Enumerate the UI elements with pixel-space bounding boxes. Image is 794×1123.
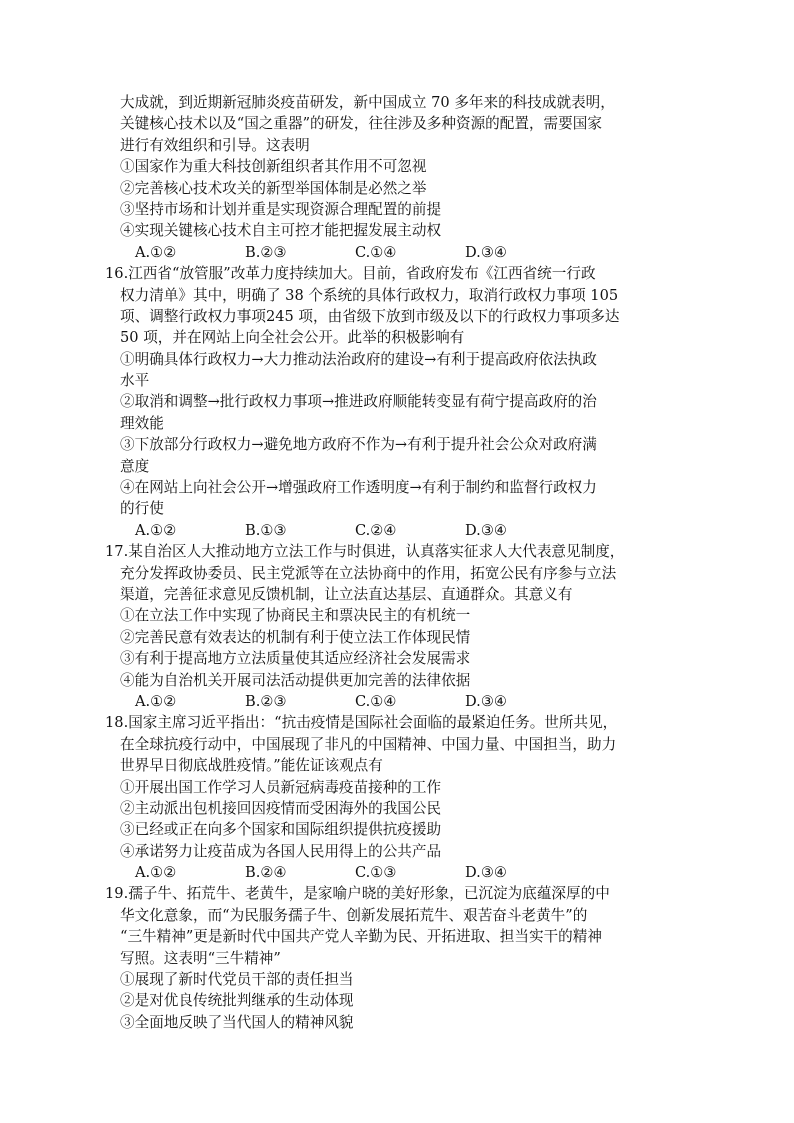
question-15-stem-line-2: 关键核心技术以及“国之重器”的研发，往往涉及多种资源的配置，需要国家	[120, 115, 602, 133]
question-15-stem-line-1: 大成就，到近期新冠肺炎疫苗研发，新中国成立 70 多年来的科技成就表明，	[120, 94, 615, 111]
option-c: C.①③	[355, 864, 397, 882]
question-16-options	[120, 520, 680, 541]
option-c: C.①④	[355, 692, 397, 710]
question-17-statement-3: ③有利于提高地方立法质量使其适应经济社会发展需求	[120, 650, 471, 668]
question-19-stem-line-3: “三牛精神”更是新时代中国共产党人辛勤为民、开拓进取、担当实干的精神	[120, 928, 602, 946]
question-19-statement-3: ③全面地反映了当代国人的精神风貌	[120, 1013, 354, 1031]
question-16-statement-2: ②取消和调整→批行政权力事项→推进政府顺能转变显有荷宁提高政府的治	[120, 393, 597, 411]
question-19-stem-line-1: 19.孺子牛、拓荒牛、老黄牛，是家喻户晓的美好形象，已沉淀为底蕴深厚的中	[105, 885, 610, 903]
question-15-options	[120, 242, 680, 263]
question-18-options	[120, 862, 680, 883]
question-19-statement-1: ①展现了新时代党员干部的责任担当	[120, 971, 354, 989]
question-15-statement-1: ①国家作为重大科技创新组织者其作用不可忽视	[120, 158, 427, 176]
option-b: B.②④	[245, 864, 287, 882]
question-18-statement-2: ②主动派出包机接回因疫情而受困海外的我国公民	[120, 799, 442, 817]
question-16-stem-line-1: 16.江西省“放管服”改革力度持续加大。目前，省政府发布《江西省统一行政	[105, 265, 596, 283]
question-16	[105, 263, 680, 541]
question-16-stem-line-3: 项、调整行政权力事项245 项，由省级下放到市级及以下的行政权力事项多达	[120, 307, 620, 325]
question-19-stem-line-2: 华文化意象，而“为民服务孺子牛、创新发展拓荒牛、艰苦奋斗老黄牛”的	[120, 906, 588, 924]
question-17-options	[120, 691, 680, 712]
question-16-statement-2-cont: 理效能	[120, 414, 164, 432]
question-17-statement-2: ②完善民意有效表达的机制有利于使立法工作体现民情	[120, 628, 471, 646]
option-d: D.③④	[465, 864, 507, 882]
question-18-statement-4: ④承诺努力让疫苗成为各国人民用得上的公共产品	[120, 842, 442, 860]
question-17-statement-4: ④能为自治机关开展司法活动提供更加完善的法律依据	[120, 671, 471, 689]
option-c: C.①④	[355, 243, 397, 261]
question-18-stem-line-1: 18.国家主席习近平指出：“抗击疫情是国际社会面临的最紧迫任务。世所共见，	[105, 714, 618, 732]
question-15-statement-3: ③坚持市场和计划并重是实现资源合理配置的前提	[120, 200, 442, 218]
question-16-statement-3: ③下放部分行政权力→避免地方政府不作为→有利于提升社会公众对政府满	[120, 436, 597, 454]
question-18-statement-3: ③已经或正在向多个国家和国际组织提供抗疫援助	[120, 821, 442, 839]
question-15-statement-2: ②完善核心技术攻关的新型举国体制是必然之举	[120, 179, 427, 197]
option-d: D.③④	[465, 692, 507, 710]
question-16-statement-1-cont: 水平	[120, 372, 150, 390]
question-content	[105, 92, 680, 1033]
option-b: B.②③	[245, 692, 287, 710]
option-a: A.①②	[135, 521, 177, 539]
option-a: A.①②	[135, 864, 177, 882]
question-15-statement-4: ④实现关键核心技术自主可控才能把握发展主动权	[120, 222, 442, 240]
question-19-statement-2: ②是对优良传统批判继承的生动体现	[120, 992, 354, 1010]
question-16-statement-4-cont: 的行使	[120, 500, 164, 518]
question-19	[105, 883, 680, 1033]
question-17-stem-line-1: 17.某自治区人大推动地方立法工作与时俱进，认真落实征求人大代表意见制度，	[105, 543, 625, 561]
question-15-stem-line-3: 进行有效组织和引导。这表明	[120, 136, 310, 154]
option-a: A.①②	[135, 243, 177, 261]
option-a: A.①②	[135, 692, 177, 710]
question-18-statement-1: ①开展出国工作学习人员新冠病毒疫苗接种的工作	[120, 778, 442, 796]
option-d: D.③④	[465, 243, 507, 261]
question-15	[120, 92, 680, 263]
option-b: B.①③	[245, 521, 287, 539]
option-b: B.②③	[245, 243, 287, 261]
question-16-stem-line-4: 50 项，并在网站上向全社会公开。此举的积极影响有	[120, 329, 465, 347]
question-18-stem-line-3: 世界早日彻底战胜疫情。”能佐证该观点有	[120, 757, 383, 775]
question-18	[105, 712, 680, 883]
question-18-stem-line-2: 在全球抗疫行动中，中国展现了非凡的中国精神、中国力量、中国担当，助力	[120, 735, 617, 753]
question-16-statement-3-cont: 意度	[120, 457, 150, 475]
option-c: C.②④	[355, 521, 397, 539]
question-17-stem-line-3: 渠道，完善征求意见反馈机制，让立法直达基层、直通群众。其意义有	[120, 585, 573, 603]
question-17-statement-1: ①在立法工作中实现了协商民主和票决民主的有机统一	[120, 607, 471, 625]
question-17-stem-line-2: 充分发挥政协委员、民主党派等在立法协商中的作用，拓宽公民有序参与立法	[120, 564, 617, 582]
option-d: D.③④	[465, 521, 507, 539]
question-16-statement-4: ④在网站上向社会公开→增强政府工作透明度→有利于制约和监督行政权力	[120, 479, 597, 497]
question-19-stem-line-4: 写照。这表明“三牛精神”	[120, 949, 281, 967]
question-17	[105, 541, 680, 712]
question-16-stem-line-2: 权力清单》其中，明确了 38 个系统的具体行政权力，取消行政权力事项 105	[120, 286, 619, 304]
question-16-statement-1: ①明确具体行政权力→大力推动法治政府的建设→有利于提高政府依法执政	[120, 350, 597, 368]
